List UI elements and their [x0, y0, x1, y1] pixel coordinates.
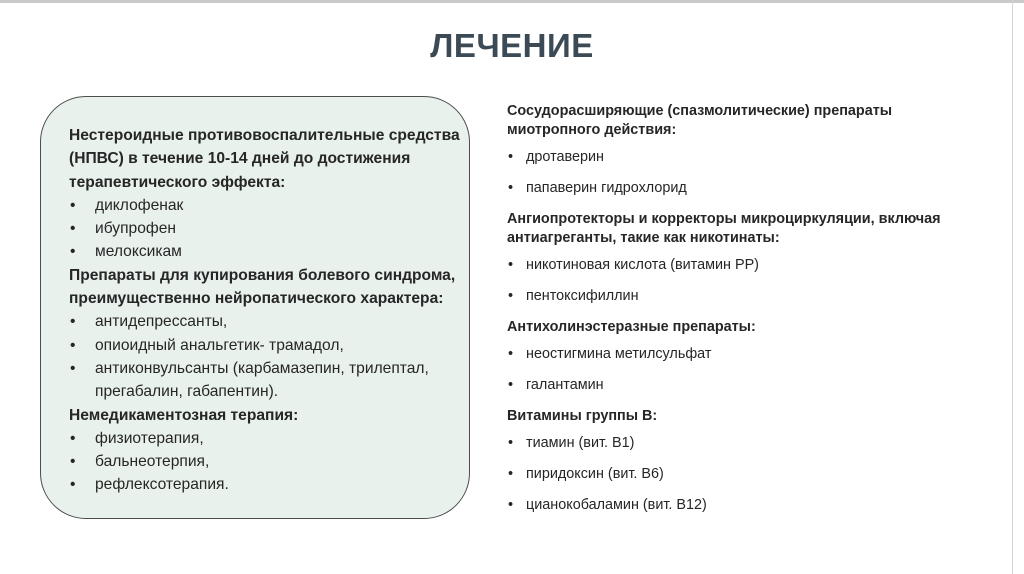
list-item: • опиоидный анальгетик- трамадол,: [69, 334, 464, 357]
list-item: • никотиновая кислота (витамин РР): [507, 256, 987, 275]
list-item: • антиконвульсанты (карбамазепин, трилептал, прегабалин, габапентин).: [69, 357, 464, 404]
list-item: • неостигмина метилсульфат: [507, 345, 987, 364]
list-item: • тиамин (вит. В1): [507, 434, 987, 453]
section-heading: Нестероидные противовоспалительные средства (НПВС) в течение 10-14 дней до достижения терапевтического эффекта:: [69, 127, 460, 191]
left-panel-text: [69, 124, 464, 497]
left-section: [69, 124, 464, 264]
bullet-list: [507, 256, 987, 306]
list-item: • бальнеотерпия,: [69, 450, 464, 473]
list-item: • цианокобаламин (вит. В12): [507, 496, 987, 515]
list-item: • рефлексотерапия.: [69, 473, 464, 496]
section-heading: Ангиопротекторы и корректоры микроциркуляции, включая антиагреганты, такие как никотинаты:: [507, 211, 941, 246]
right-edge-line: [1012, 0, 1013, 574]
bullet-list: [69, 427, 464, 497]
slide-title: ЛЕЧЕНИЕ: [430, 27, 594, 64]
list-item: • пиридоксин (вит. В6): [507, 465, 987, 484]
list-item: • пентоксифиллин: [507, 287, 987, 306]
list-item: • галантамин: [507, 376, 987, 395]
bullet-list: [507, 148, 987, 198]
list-item: • папаверин гидрохлорид: [507, 179, 987, 198]
section-heading: Сосудорасширяющие (спазмолитические) препараты миотропного действия:: [507, 103, 893, 138]
top-divider: [0, 0, 1024, 3]
section-heading: Антихолинэстеразные препараты:: [507, 319, 756, 335]
list-item: • физиотерапия,: [69, 427, 464, 450]
list-item: • дротаверин: [507, 148, 987, 167]
right-panel-text: [507, 102, 987, 527]
bullet-list: [69, 194, 464, 264]
bullet-list: [69, 310, 464, 403]
section-heading: Препараты для купирования болевого синдрома, преимущественно нейропатического характера:: [69, 266, 456, 308]
section-heading: Витамины группы В:: [507, 408, 658, 424]
left-section: [69, 264, 464, 404]
list-item: • диклофенак: [69, 194, 464, 217]
list-item: • мелоксикам: [69, 240, 464, 263]
bullet-list: [507, 345, 987, 395]
left-section: [69, 404, 464, 497]
bullet-list: [507, 434, 987, 515]
section-heading: Немедикаментозная терапия:: [69, 406, 299, 424]
list-item: • ибупрофен: [69, 217, 464, 240]
list-item: • антидепрессанты,: [69, 310, 464, 333]
